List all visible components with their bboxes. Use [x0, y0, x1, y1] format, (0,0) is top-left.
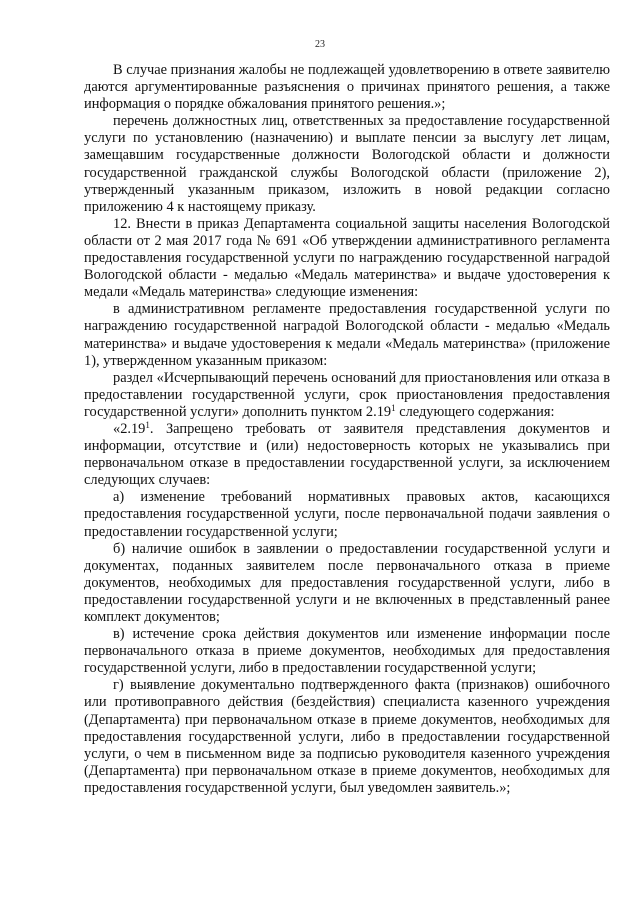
paragraph-section-addition: [84, 370, 610, 421]
paragraph-clause-2-19-1: [84, 421, 610, 489]
list-item-a: а) изменение требований нормативных правовых актов, касающихся предоставления государственной услуги, после первоначальной подачи заявления о предоставлении государственной услуги;: [84, 489, 610, 540]
paragraph-complaint-rejection: В случае признания жалобы не подлежащей удовлетворению в ответе заявителю даются аргументированные разъяснения о причинах принятого решения, а также информация о порядке обжалования принятого решения.»;: [84, 62, 610, 113]
list-item-g: г) выявление документально подтвержденного факта (признаков) ошибочного или противоправного действия (бездействия) специалиста казенного учреждения (Департамента) при первоначальном отказе в приеме документов, необходимых для предоставления государственной услуги, либо в предоставлении государственной услуги, о чем в письменном виде за подписью руководителя казенного учреждения (Департамента) при первоначальном отказе в приеме документов, необходимых для предоставления государственной услуги, был уведомлен заявитель.»;: [84, 677, 610, 796]
paragraph-section-addition-tail: следующего содержания:: [395, 403, 555, 420]
document-body: [84, 62, 610, 797]
list-item-v: в) истечение срока действия документов или изменение информации после первоначального отказа в приеме документов, необходимых для предоставления государственной услуги, либо в предоставлении государственной услуги;: [84, 626, 610, 677]
superscript-number: 1: [391, 402, 396, 413]
paragraph-regulation-amendment: в административном регламенте предоставления государственной услуги по награждению государственной наградой Вологодской области - медалью «Медаль материнства» и выдаче удостоверения к медали «Медаль материнства» (приложение 1), утвержденном указанным приказом:: [84, 301, 610, 369]
page-number: 23: [315, 39, 325, 50]
superscript-number: 1: [145, 419, 150, 430]
paragraph-section-addition-text: раздел «Исчерпывающий перечень оснований для приостановления или отказа в предоставлении государственной услуги, срок приостановления предоставления государственной услуги» дополнить пунктом 2.19: [84, 369, 610, 420]
paragraph-officials-list: перечень должностных лиц, ответственных за предоставление государственной услуги по установлению (назначению) и выплате пенсии за выслугу лет лицам, замещавшим государственные должности Вологодской области и должности государственной гражданской службы Вологодской области (приложение 2), утвержденный указанным приказом, изложить в новой редакции согласно приложению 4 к настоящему приказу.: [84, 113, 610, 215]
clause-number: «2.19: [113, 420, 146, 437]
paragraph-item-12: 12. Внести в приказ Департамента социальной защиты населения Вологодской области от 2 мая 2017 года № 691 «Об утверждении административного регламента предоставления государственной услуги по награждению государственной наградой Вологодской области - медалью «Медаль материнства» и выдаче удостоверения к медали «Медаль материнства» следующие изменения:: [84, 215, 610, 301]
list-item-b: б) наличие ошибок в заявлении о предоставлении государственной услуги и документах, поданных заявителем после первоначального отказа в приеме документов, необходимых для предоставления государственной услуги, либо в предоставлении государственной услуги и не включенных в представленный ранее комплект документов;: [84, 540, 610, 625]
clause-text: . Запрещено требовать от заявителя представления документов и информации, отсутствие и (или) недостоверность которых не указывались при первоначальном отказе в предоставлении государственной услуги, за исключением следующих случаев:: [84, 420, 610, 489]
